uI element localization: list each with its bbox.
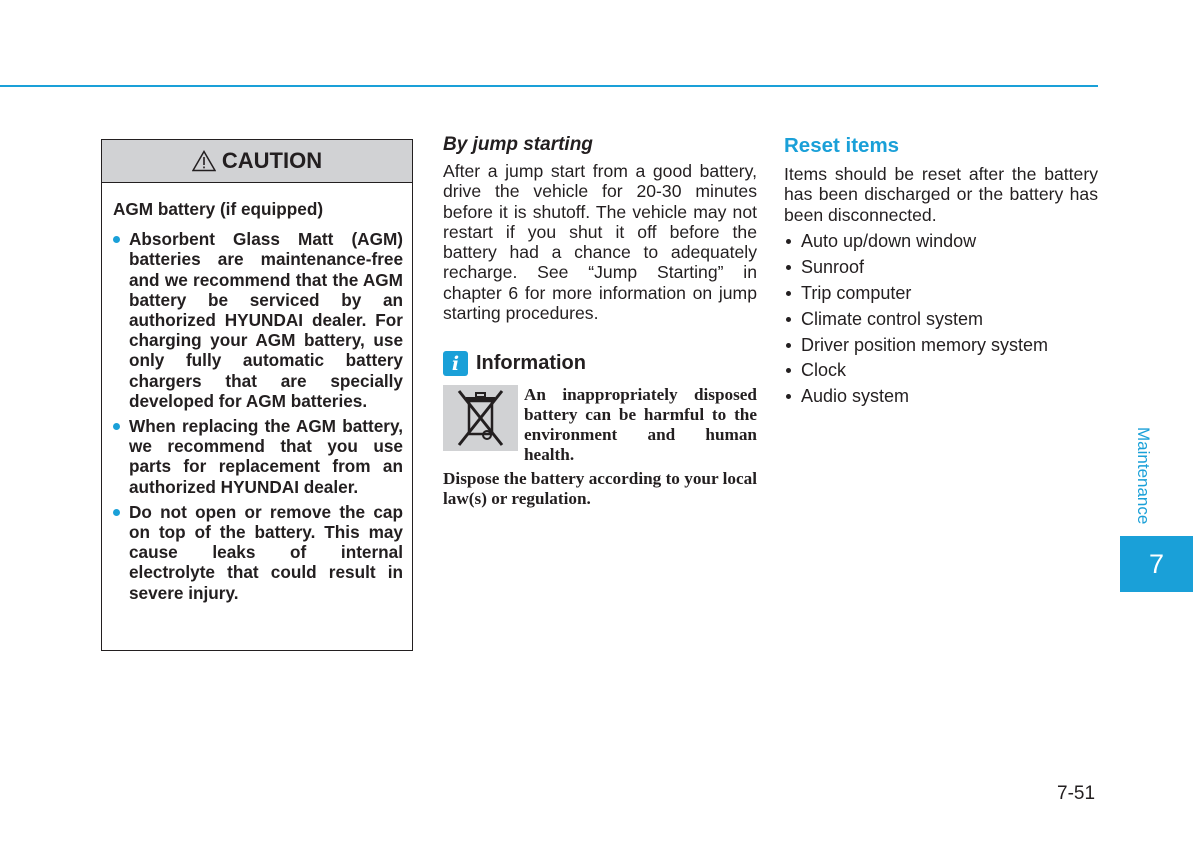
chapter-tab: 7 bbox=[1120, 536, 1193, 592]
caution-item: When replacing the AGM battery, we recommend that you use parts for replacement from an authorized HYUNDAI dealer. bbox=[113, 416, 403, 497]
info-icon: i bbox=[443, 351, 468, 376]
caution-list bbox=[113, 229, 403, 603]
reset-heading: Reset items bbox=[784, 134, 900, 157]
chapter-side-label: Maintenance bbox=[1134, 427, 1153, 525]
warning-triangle-icon bbox=[192, 150, 216, 172]
information-label: Information bbox=[476, 352, 586, 375]
reset-item: Sunroof bbox=[784, 257, 1098, 277]
reset-item: Climate control system bbox=[784, 309, 1098, 329]
page-number: 7-51 bbox=[1057, 783, 1096, 804]
caution-item: Absorbent Glass Matt (AGM) batteries are maintenance-free and we recommend that the AGM battery be serviced by an authorized HYUNDAI dealer. For charging your AGM battery, use only fully automatic battery chargers that are specially developed for AGM batteries. bbox=[113, 229, 403, 411]
reset-text: Items should be reset after the battery has been discharged or the battery has been disconnected. bbox=[784, 164, 1098, 225]
jump-start-heading: By jump starting bbox=[443, 134, 593, 155]
top-rule bbox=[0, 85, 1098, 87]
reset-item: Audio system bbox=[784, 386, 1098, 406]
reset-item: Driver position memory system bbox=[784, 335, 1098, 355]
disposal-warning-text: An inappropriately disposed battery can be harmful to the environment and human health. bbox=[524, 385, 757, 465]
crossed-out-bin-icon bbox=[443, 385, 518, 451]
caution-title: CAUTION bbox=[221, 148, 323, 173]
disposal-note: Dispose the battery according to your local law(s) or regulation. bbox=[443, 469, 757, 509]
jump-start-section bbox=[443, 134, 757, 509]
reset-item: Trip computer bbox=[784, 283, 1098, 303]
caution-header bbox=[102, 140, 412, 183]
jump-start-text: After a jump start from a good battery, drive the vehicle for 20-30 minutes before it is shutoff. The vehicle may not restart if you shut it off before the battery had a chance to adequately recharge. See “Jump Starting” in chapter 6 for more information on jump starting procedures. bbox=[443, 161, 757, 324]
caution-subtitle: AGM battery (if equipped) bbox=[113, 199, 324, 219]
reset-items-section bbox=[784, 134, 1098, 412]
reset-list bbox=[784, 231, 1098, 407]
reset-item: Clock bbox=[784, 360, 1098, 380]
reset-item: Auto up/down window bbox=[784, 231, 1098, 251]
information-heading bbox=[443, 351, 757, 376]
caution-item: Do not open or remove the cap on top of the battery. This may cause leaks of internal electrolyte that could result in severe injury. bbox=[113, 502, 403, 603]
caution-box bbox=[101, 139, 413, 651]
disposal-warning bbox=[443, 385, 757, 465]
